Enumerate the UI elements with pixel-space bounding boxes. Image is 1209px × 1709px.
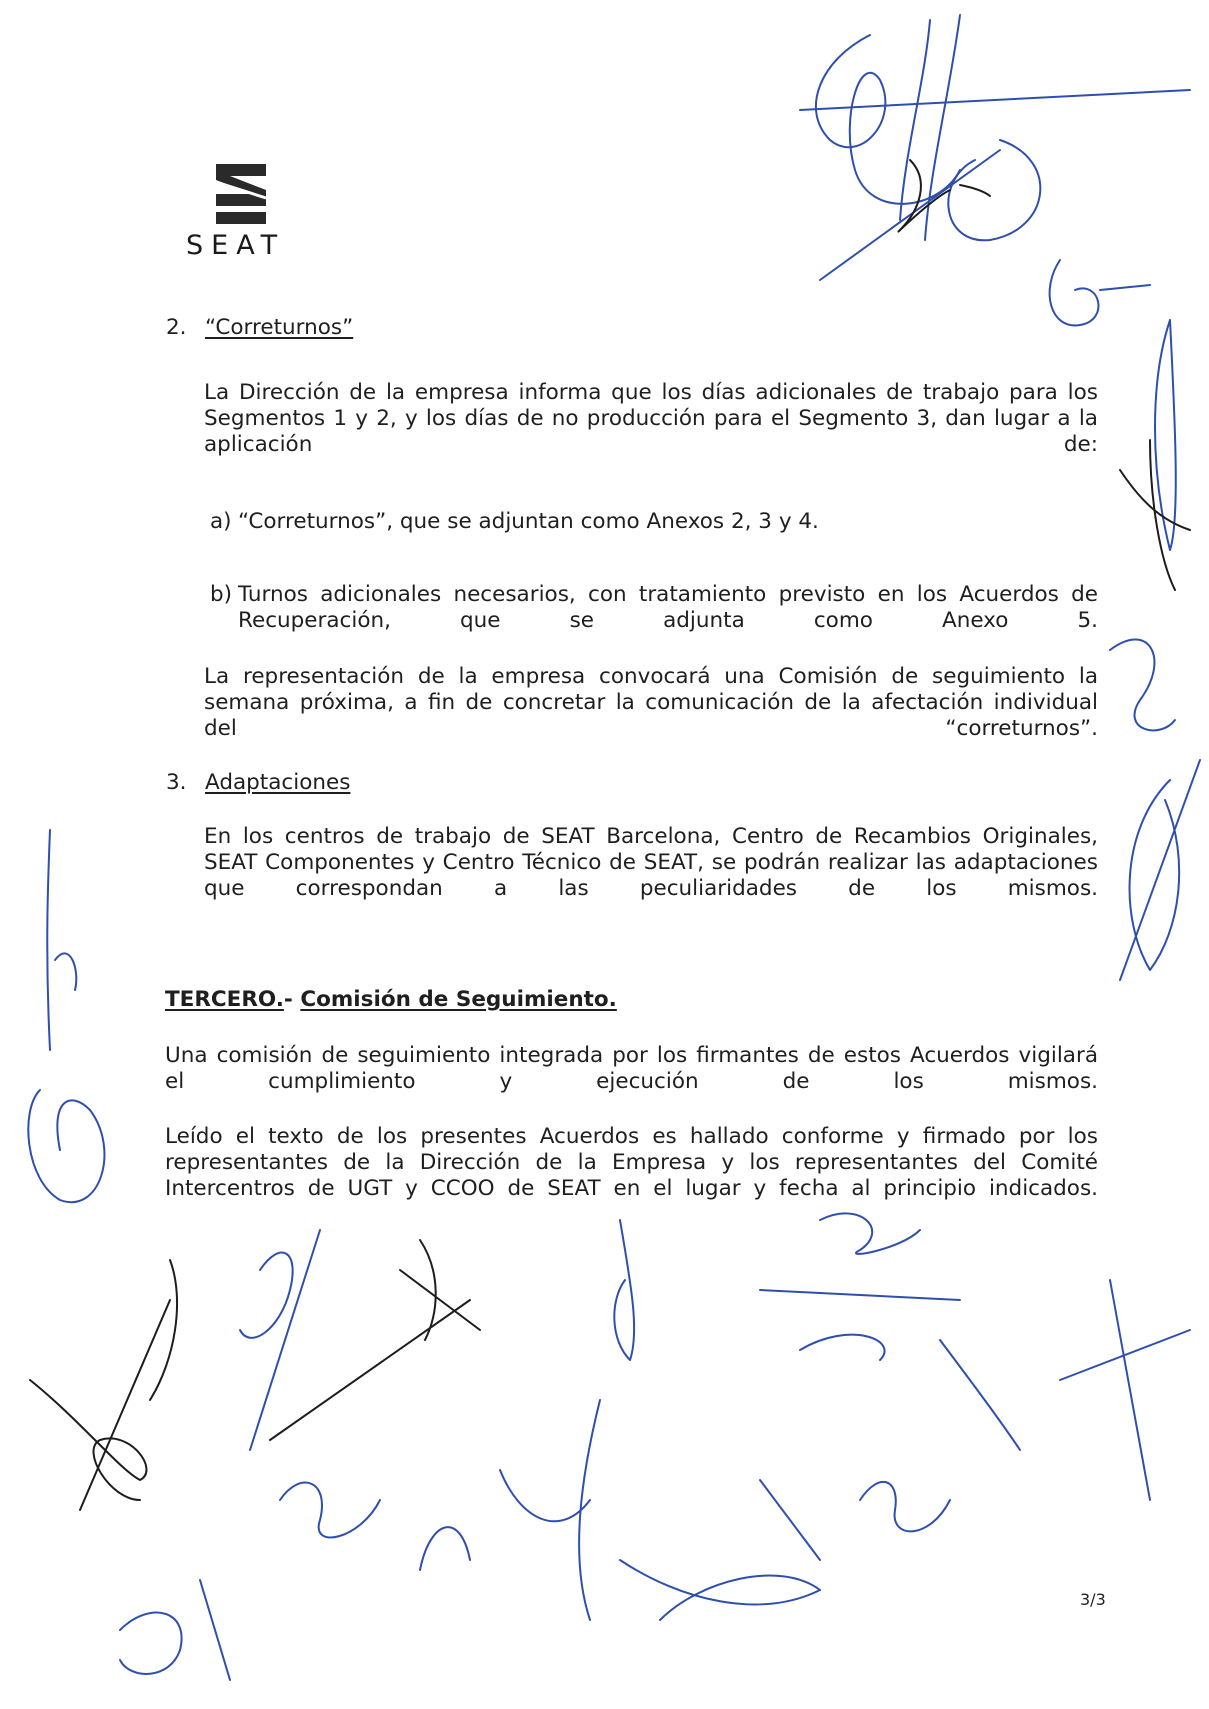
- tercero-heading-separator: -: [283, 987, 301, 1012]
- signature-left-margin: [28, 830, 104, 1202]
- signature-right-margin-black: [1120, 440, 1190, 590]
- section-2-number: 2.: [166, 315, 187, 340]
- page-number: 3/3: [1080, 1590, 1106, 1609]
- tercero-heading-title: Comisión de Seguimiento.: [300, 987, 617, 1012]
- tercero-heading-label: TERCERO.: [165, 987, 284, 1012]
- item-b-text: Turnos adicionales necesarios, con tratamiento previsto en los Acuerdos de Recuperación, que se adjunta como Anexo 5.: [238, 582, 1098, 633]
- seat-logo-text: SEAT: [186, 230, 286, 261]
- item-b-label: b): [210, 582, 233, 607]
- signature-top-right-black: [898, 160, 990, 232]
- section-3-text: En los centros de trabajo de SEAT Barcelona, Centro de Recambios Originales, SEAT Componentes y Centro Técnico de SEAT, se podrán realizar las adaptaciones que correspondan a las peculiaridades de los mismos.: [204, 824, 1098, 901]
- item-a-text: “Correturnos”, que se adjuntan como Anexos 2, 3 y 4.: [238, 509, 819, 534]
- tercero-paragraph-1: Una comisión de seguimiento integrada por los firmantes de estos Acuerdos vigilará el cumplimiento y ejecución de los mismos.: [165, 1043, 1098, 1094]
- seat-logo-icon: [210, 162, 272, 226]
- tercero-paragraph-2: Leído el texto de los presentes Acuerdos es hallado conforme y firmado por los representantes de la Dirección de la Empresa y los representantes del Comité Intercentros de UGT y CCOO de SEAT en el lugar y fecha al principio indicados.: [165, 1124, 1098, 1201]
- section-3-title: Adaptaciones: [205, 770, 351, 795]
- section-2-intro: La Dirección de la empresa informa que los días adicionales de trabajo para los Segmentos 1 y 2, y los días de no producción para el Segmento 3, dan lugar a la aplicación de:: [204, 380, 1098, 457]
- section-2-title: “Correturnos”: [205, 315, 354, 340]
- signature-top-right: [800, 15, 1190, 280]
- item-a-label: a): [210, 509, 232, 534]
- signature-bottom-black: [30, 1240, 480, 1510]
- section-3-number: 3.: [166, 770, 187, 795]
- tercero-heading: [165, 987, 617, 1013]
- section-2-closing: La representación de la empresa convocará una Comisión de seguimiento la semana próxima, a fin de concretar la comunicación de la afectación individual del “correturnos”.: [204, 664, 1098, 741]
- seat-logo: [186, 162, 310, 262]
- signature-bottom-blue: [120, 1213, 1190, 1680]
